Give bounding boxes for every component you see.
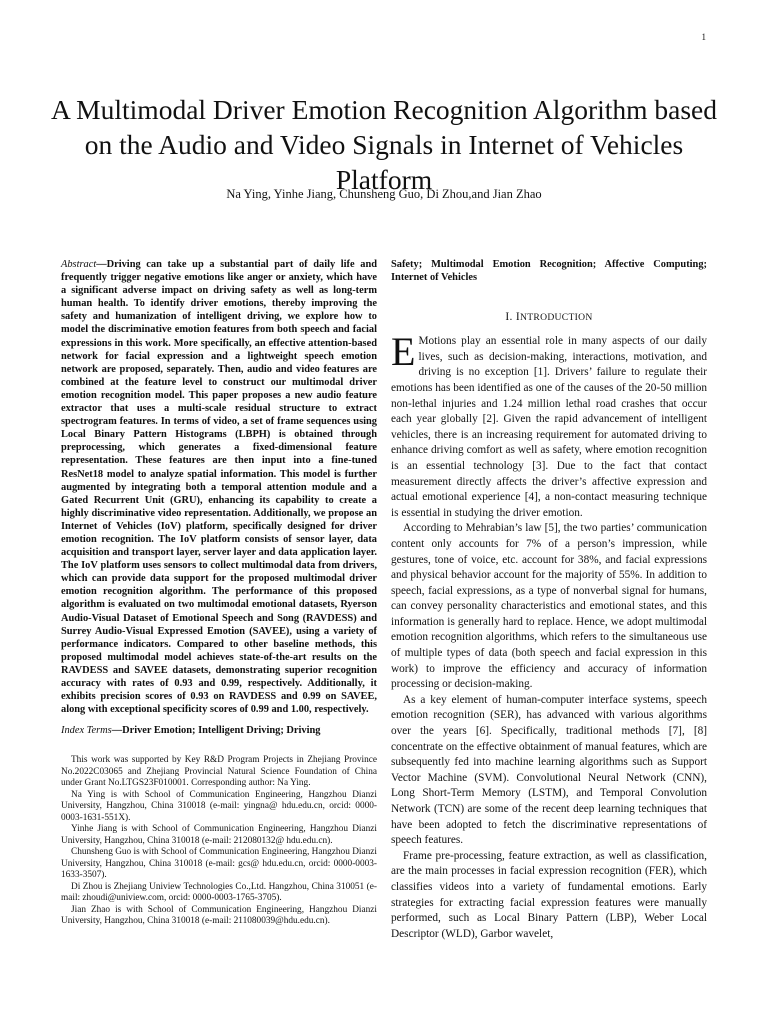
paragraph-text: Motions play an essential role in many aspects of our daily lives, such as decision-making, interactions, motivation, and driving is no exception [1]. Drivers’ failure to regulate their emotions has been identified as one of the causes of the 20-50 million non-lethal injuries and 1.24 million lethal road crashes that occur each year globally [2]. Given the rapid advancement of intelligent vehicles, there is an increasing requirement for automated driving to enhance driving comfort as well as safety, where emotion recognition is an essential technology [3]. Due to the fact that contact measurement directly affects the driver’s affective expression and actual emotional experience [4], a non-contact measuring technique is essential in studying the driver emotion. [391,335,707,519]
body-paragraph: Frame pre-processing, feature extraction, as well as classification, are the main processes in facial expression recognition (FER), which classifies videos into a variety of fundamental emotions. Early strategies for extracting facial expression features were manually performed, such as Local Binary Pattern (LBP), Weber Local Descriptor (WLD), Garbor wavelet, [391,849,707,940]
section-title-rest: NTRODUCTION [520,312,593,324]
index-terms-text: —Driver Emotion; Intelligent Driving; Driving [111,725,321,737]
section-number: I. [505,311,513,324]
footnote-affiliation: Yinhe Jiang is with School of Communication Engineering, Hangzhou Dianzi University, Hangzhou, China 310018 (e-mail: 212080132@ hdu.edu.cn). [61,824,377,846]
footnote-affiliation: Di Zhou is Zhejiang Uniview Technologies Co.,Ltd. Hangzhou, China 310051 (e-mail: zhoudi@uniview.com, orcid: 0000-0003-1765-3705). [61,881,377,904]
index-terms-continued: Safety; Multimodal Emotion Recognition; Affective Computing; Internet of Vehicles [391,259,707,284]
abstract [61,258,377,716]
index-terms-label: Index Terms [61,725,112,737]
body-paragraph [391,329,707,521]
index-terms [61,724,377,737]
footnote-funding: This work was supported by Key R&D Program Projects in Zhejiang Province No.2022C03065 and Zhejiang Provincial Natural Science Foundation of China under Grant No.LTGS23F010001. Corresponding author: Na Ying. [61,755,377,789]
drop-cap: E [391,329,416,375]
right-column [391,258,707,942]
abstract-label: Abstract [61,259,97,270]
body-paragraph: As a key element of human-computer interface systems, speech emotion recognition (SER), has advanced with various algorithms over the years [6]. Specifically, traditional methods [7], [8] concentrate on the effective obtainment of manual features, which are subsequently fed into machine learning algorithms such as Support Vector Machine (SVM). Convolutional Neural Network (CNN), Long Short-Term Memory (LSTM), and Temporal Convolution Network (TCN) are some of the recent deep learning techniques that have been adopted to fetch the discriminative representations of speech features. [391,693,707,847]
left-column [61,258,377,928]
paper-title: A Multimodal Driver Emotion Recognition Algorithm based on the Audio and Video Signals in Internet of Vehicles Platform [50,94,718,196]
section-title-initial: I [515,311,521,324]
footnote-affiliation: Jian Zhao is with School of Communication Engineering, Hangzhou Dianzi University, Hangzhou, China 310018 (e-mail: 211080039@hdu.edu.cn). [61,904,377,927]
section-heading [391,311,707,323]
footnote-affiliation: Chunsheng Guo is with School of Communication Engineering, Hangzhou Dianzi University, Hangzhou, China 310018 (e-mail: gcs@ hdu.edu.cn, orcid: 0000-0003-1633-3507). [61,847,377,881]
footnote-affiliation: Na Ying is with School of Communication Engineering, Hangzhou Dianzi University, Hangzhou, China 310018 (e-mail: yingna@ hdu.edu.cn, orcid: 0000-0003-1631-551X). [61,789,377,823]
page-number: 1 [701,32,706,42]
abstract-text: —Driving can take up a substantial part of daily life and frequently trigger negative emotions like anger or anxiety, which have a significant adverse impact on driving safety as well as long-term human health. To identify driver emotions, thereby improving the safety and humanization of intelligent driving, we explore how to model the discriminative emotion features from both speech and facial expressions in this work. More specifically, an effective attention-based network for facial expression and a lightweight speech emotion network are proposed, separately. Then, audio and video features are combined at the feature level to construct our multimodal driver emotion recognition model. This paper proposes a new audio feature extractor that uses a multi-scale residual structure to extract spectrogram features. In terms of video, a set of frame sequences using Local Binary Pattern Histograms (LBPH) is obtained through preprocessing, which generates a fixed-dimensional feature representation. These features are then input into a fine-tuned ResNet18 model to analyze spatial information. This model is further augmented by integrating both a temporal attention module and a Gated Recurrent Unit (GRU), enhancing its capability to create a highly discriminative video representation. Additionally, we propose an Internet of Vehicles (IoV) platform, specifically designed for driver emotion recognition. The IoV platform consists of sensor layer, data acquisition and transport layer, server layer and data application layer. The IoV platform uses sensors to collect multimodal data from drivers, which can provide data support for the proposed multimodal driver emotion recognition algorithm. The performance of this proposed algorithm is evaluated on two multimodal emotional datasets, Ryerson Audio-Visual Dataset of Emotional Speech and Song (RAVDESS) and Surrey Audio-Visual Expressed Emotion (SAVEE), using a variety of performance indicators. Compared to other baseline methods, this proposed multimodal model achieves state-of-the-art results on the RAVDESS and SAVEE datasets, demonstrating superior recognition accuracy with rates of 0.93 and 0.99, respectively. Additionally, it exhibits precision scores of 0.93 on RAVDESS and 0.99 on SAVEE, along with exceptional specificity scores of 0.99 and 1.00, respectively. [61,259,377,716]
body-paragraph: According to Mehrabian’s law [5], the two parties’ communication content only accounts for 7% of a person’s impression, while gestures, tone of voice, etc. account for 38%, and facial expressions and physical behavior account for the majority of 55%. In addition to speech, facial expressions, as a type of nonverbal signal for humans, can convey personality characteristics and emotional states, and this information is generally hard to replace. Hence, we adopt multimodal emotion recognition algorithms, which refers to the simultaneous use of multiple types of data (both speech and facial expression in this work) to improve the efficiency and accuracy of information processing or decision-making. [391,522,707,691]
footnotes [61,755,377,928]
author-list: Na Ying, Yinhe Jiang, Chunsheng Guo, Di Zhou,and Jian Zhao [226,187,542,201]
